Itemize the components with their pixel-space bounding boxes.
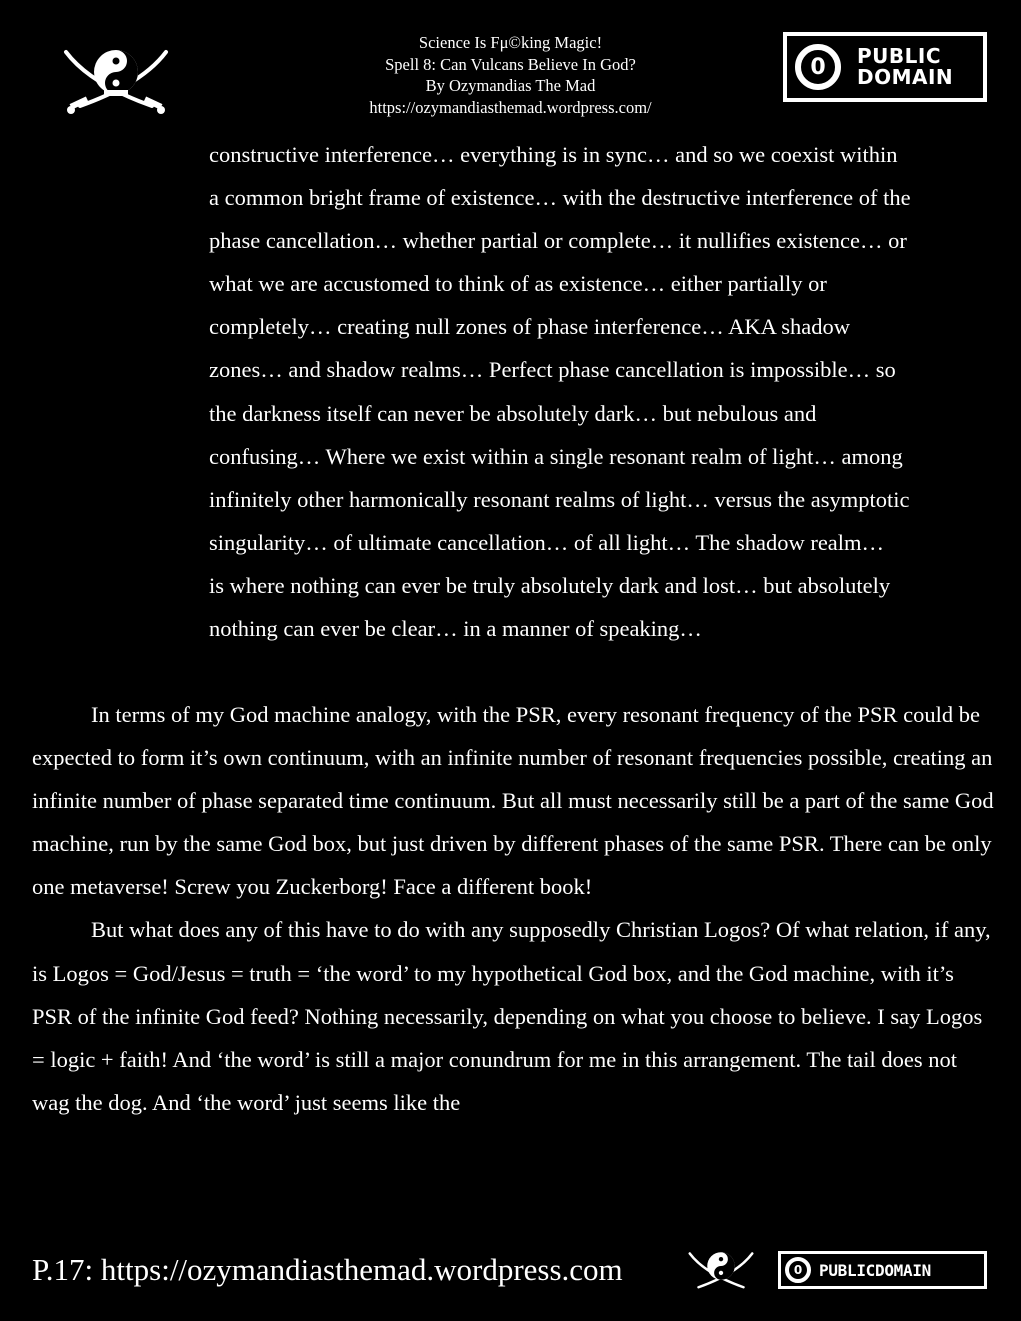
footer-public-domain-badge [778, 1251, 987, 1289]
chapter-title: Spell 8: Can Vulcans Believe In God? [385, 54, 636, 74]
block-quote: constructive interference… everything is in sync… and so we coexist within a common bright frame of existence… with the destructive interference of the phase cancellation… whether partial or complete… it nullifies existence… or what we are accustomed to think of as existence… either partially or completely… creating null zones of phase interference… AKA shadow zones… and shadow realms… Perfect phase cancellation is impossible… so the darkness itself can never be absolutely dark… but nebulous and confusing… Where we exist within a single resonant realm of light… among infinitely other harmonically resonant realms of light… versus the asymptotic singularity… of ultimate cancellation… of all light… The shadow realm… is where nothing can ever be truly absolutely dark and lost… but absolutely nothing can ever be clear… in a manner of speaking… [209, 142, 911, 642]
yin-yang-crossed-swords-icon [686, 1247, 756, 1295]
book-title: Science Is Fμ©king Magic! [418, 33, 603, 52]
page-footer-text: P.17: https://ozymandiasthemad.wordpress.com [32, 1252, 623, 1287]
public-domain-zero-icon: 0 [785, 1257, 811, 1283]
author: By Ozymandias The Mad [425, 76, 596, 95]
public-domain-zero-icon: 0 [795, 44, 841, 90]
paragraph: But what does any of this have to do with any supposedly Christian Logos? Of what relation, if any, is Logos = God/Jesus = truth = ‘the word’ to my hypothetical God box, and the God machine, with it’s PSR of the infinite God feed? Nothing necessarily, depending on what you choose to believe. I say Logos = logic + faith! And ‘the word’ is still a major conundrum for me in this arrangement. The tail does not wag the dog. And ‘the word’ just seems like the [32, 917, 991, 1115]
body-text [32, 693, 994, 1124]
paragraph: In terms of my God machine analogy, with the PSR, every resonant frequency of the PSR could be expected to form it’s own continuum, with an infinite number of resonant frequencies possible, creating an infinite number of phase separated time continuum. But all must necessarily still be a part of the same God machine, run by the same God box, but just driven by different phases of the same PSR. There can be only one metaverse! Screw you Zuckerborg! Face a different book! [32, 702, 994, 900]
header-url: https://ozymandiasthemad.wordpress.com/ [369, 97, 652, 117]
footer-public-domain-label: PUBLICDOMAIN [819, 1260, 931, 1280]
public-domain-label: PUBLIC DOMAIN [857, 44, 954, 89]
public-domain-badge [783, 32, 987, 102]
yin-yang-crossed-swords-icon [60, 44, 172, 116]
